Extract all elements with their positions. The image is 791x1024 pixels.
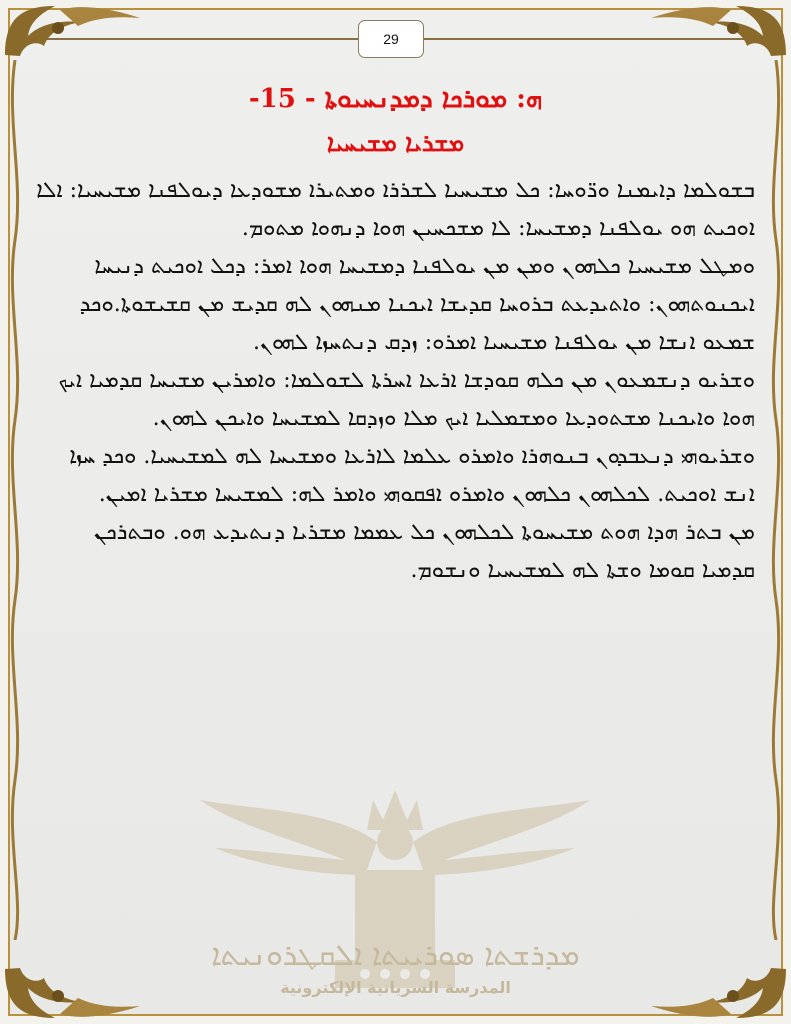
paragraph: ܘܡܛܠ ܡܫܝܚܝܐ ܟܠܗܘܢ ܘܡܢ ܡܢ ܝܘܠܦܢܐ ܕܡܫܝܚܐ ܗܘܐ ܐܡܪ: ܕܟܠ ܐܘܟܝܬ ܕܢܝܚܐ ܐܝܟܢܘܬܗܘܢ: ܘܐܬܝܕܥܬ ܒܪܘܚܐ ܩܕܝܫܐ ܐܝܟܢܐ ܡܢܗܘܢ ܠܗ ܩܕܝܫ ܡܢ ܩܫܝܫܘܬܐ.ܘܟܕ ܫܡܥܘ ܐܢܫܐ ܡܢ ܝܘܠܦܢܐ ܡܫܝܚܝܐ ܐܡܪܘ: ܙܕܩ ܕܢܬܚܙܐ ܠܗܘܢ. (79, 254, 755, 355)
school-name-syriac: ܡܕܪܫܬܐ ܣܘܪܝܝܬܐ ܐܠܩܛܪܘܢܝܬܐ (211, 938, 580, 973)
paragraph: ܘܫܪܝܘ ܕܢܫܡܥܘܢ ܡܢ ܟܠܗ ܩܘܕܫܐ ܐܪܥܐ ܐܚܪܬܐ ܠܫܘܠܡܐ: ܘܐܡܪܝܢ ܡܫܝܚܐ ܩܕܡܝܐ ܐܝܟ ܗܘܐ ܘܐܝܟܢܐ ܡܫܬܘܕܥܐ ܘܡܫܡܠܝܐ ܐܝܟ ܡܠܐ ܘܙܕܩܐ ܠܡܫܝܚܐ ܘܐܝܟܢ ܠܗܘܢ. (58, 368, 755, 431)
paragraph: ܘܫܪܝܘܗܝ ܕܢܥܒܕܘܢ ܒܢܘܗܪܐ ܘܐܡܪܘ ܥܠܡܐ ܠܐܪܥܐ ܘܡܫܝܚܐ ܠܗ ܠܡܫܝܚܝܐ. ܘܟܕ ܚܙܐ ܐܢܫ ܐܘܟܝܬ. ܠܟܠܗܘܢ ܟܠܗܘܢ ܘܐܡܪܘ ܐܦܩܘܗܝ ܘܐܡܪ ܠܗ: ܠܡܫܝܚܐ ܡܫܪܝܐ ܐܡܝܢ. (69, 444, 755, 507)
corner-ornament-icon (0, 0, 150, 60)
page-title: ܗ: ܡܘܪܟܐ ܕܡܕܢܚܝܘܬܐ - 15- (248, 84, 543, 114)
school-name-arabic: المدرسة السريانية الإلكترونية (280, 978, 511, 997)
page-subtitle: ܡܫܪܝܐ ܡܫܝܚܝܐ (326, 128, 465, 157)
corner-ornament-icon (641, 0, 791, 60)
paragraph: ܒܫܘܠܡܐ ܕܐܝܡܢܐ ܘܪ̈ܘܚܐ: ܟܠ ܡܫܝܚܝܐ ܠܫܪܪܐ ܘܡܬܝܪܐ ܡܫܘܕܥܐ ܕܝܘܠܦܢܐ ܡܫܝܚܝܐ: ܐܠܐ ܐܘܟܝܬ ܗܘ ܝܘܠܦܢܐ ܕܡܫܝܚܐ: ܠܐ ܡܫܟܚܝܢ ܗܘܐ ܕܢܗܘܐ ܡܬܘܡ. (36, 178, 755, 241)
side-vine-ornament-icon (763, 60, 789, 940)
paragraph: ܡܢ ܒܬܪ ܗܕܐ ܗܘܬ ܡܫܝܚܘܬܐ ܠܟܠܗܘܢ ܟܠ ܥܡܡܐ ܡܫܪܝܐ ܕܢܬܝܕܥ ܗܘ. ܘܒܬܪܟܢ ܩܕܡܝܐ ܩܘܡܐ ܘܫܬܐ ܠܗ ܠܡܫܝܚܝܐ ܘܢܫܘܡ. (94, 520, 755, 583)
lesson-body (36, 172, 755, 590)
side-vine-ornament-icon (2, 60, 28, 940)
winged-emblem-icon (195, 770, 595, 1010)
page-number: 29 (358, 20, 424, 58)
